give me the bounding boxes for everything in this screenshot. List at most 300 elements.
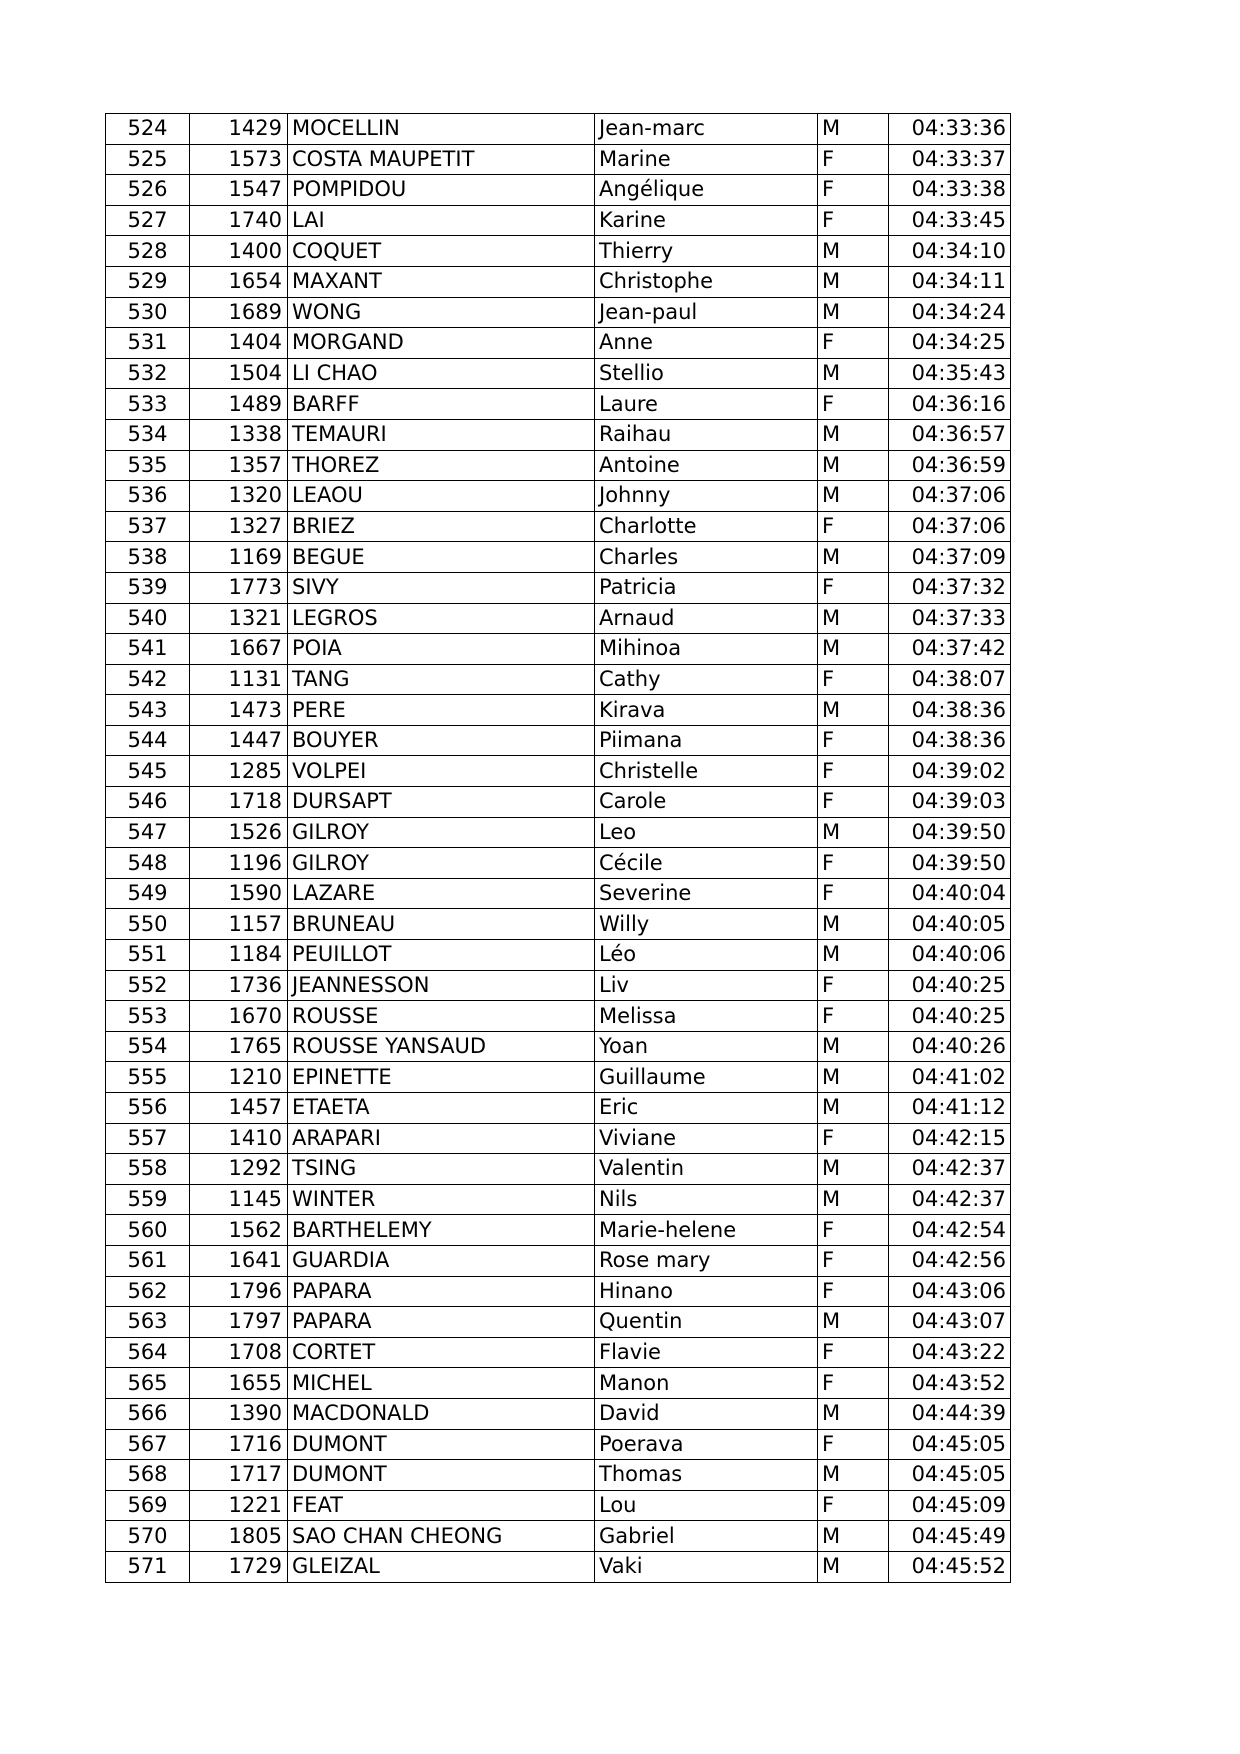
bib-number-cell: 1729: [190, 1551, 288, 1582]
first-name-cell: Jean-paul: [595, 297, 818, 328]
rank-cell: 531: [106, 328, 190, 359]
first-name-cell: Patricia: [595, 572, 818, 603]
last-name-cell: THOREZ: [288, 450, 595, 481]
rank-cell: 556: [106, 1093, 190, 1124]
table-row: [106, 1307, 1011, 1338]
first-name-cell: Liv: [595, 970, 818, 1001]
first-name-cell: Charles: [595, 542, 818, 573]
table-row: [106, 1429, 1011, 1460]
bib-number-cell: 1689: [190, 297, 288, 328]
last-name-cell: TANG: [288, 664, 595, 695]
last-name-cell: GUARDIA: [288, 1245, 595, 1276]
table-row: [106, 787, 1011, 818]
bib-number-cell: 1145: [190, 1184, 288, 1215]
sex-cell: F: [818, 389, 889, 420]
finish-time-cell: 04:38:36: [889, 695, 1011, 726]
sex-cell: F: [818, 572, 889, 603]
bib-number-cell: 1708: [190, 1337, 288, 1368]
last-name-cell: ETAETA: [288, 1093, 595, 1124]
sex-cell: F: [818, 1429, 889, 1460]
table-row: [106, 389, 1011, 420]
sex-cell: M: [818, 419, 889, 450]
rank-cell: 571: [106, 1551, 190, 1582]
first-name-cell: Severine: [595, 878, 818, 909]
last-name-cell: GILROY: [288, 848, 595, 879]
first-name-cell: Charlotte: [595, 511, 818, 542]
bib-number-cell: 1796: [190, 1276, 288, 1307]
table-row: [106, 297, 1011, 328]
sex-cell: M: [818, 450, 889, 481]
bib-number-cell: 1655: [190, 1368, 288, 1399]
bib-number-cell: 1131: [190, 664, 288, 695]
sex-cell: M: [818, 817, 889, 848]
rank-cell: 529: [106, 266, 190, 297]
table-row: [106, 1551, 1011, 1582]
rank-cell: 551: [106, 940, 190, 971]
sex-cell: M: [818, 1398, 889, 1429]
rank-cell: 535: [106, 450, 190, 481]
sex-cell: F: [818, 144, 889, 175]
rank-cell: 550: [106, 909, 190, 940]
sex-cell: F: [818, 1245, 889, 1276]
finish-time-cell: 04:43:22: [889, 1337, 1011, 1368]
first-name-cell: Cathy: [595, 664, 818, 695]
table-row: [106, 1245, 1011, 1276]
sex-cell: F: [818, 1001, 889, 1032]
rank-cell: 549: [106, 878, 190, 909]
last-name-cell: DUMONT: [288, 1460, 595, 1491]
rank-cell: 562: [106, 1276, 190, 1307]
first-name-cell: Rose mary: [595, 1245, 818, 1276]
first-name-cell: Poerava: [595, 1429, 818, 1460]
rank-cell: 526: [106, 175, 190, 206]
last-name-cell: MICHEL: [288, 1368, 595, 1399]
rank-cell: 566: [106, 1398, 190, 1429]
bib-number-cell: 1473: [190, 695, 288, 726]
bib-number-cell: 1489: [190, 389, 288, 420]
finish-time-cell: 04:38:07: [889, 664, 1011, 695]
first-name-cell: Hinano: [595, 1276, 818, 1307]
rank-cell: 552: [106, 970, 190, 1001]
sex-cell: F: [818, 878, 889, 909]
table-row: [106, 144, 1011, 175]
last-name-cell: BARTHELEMY: [288, 1215, 595, 1246]
first-name-cell: Christophe: [595, 266, 818, 297]
sex-cell: F: [818, 1490, 889, 1521]
first-name-cell: Angélique: [595, 175, 818, 206]
last-name-cell: ARAPARI: [288, 1123, 595, 1154]
first-name-cell: Quentin: [595, 1307, 818, 1338]
sex-cell: M: [818, 114, 889, 145]
bib-number-cell: 1765: [190, 1031, 288, 1062]
bib-number-cell: 1797: [190, 1307, 288, 1338]
last-name-cell: PERE: [288, 695, 595, 726]
finish-time-cell: 04:45:49: [889, 1521, 1011, 1552]
bib-number-cell: 1718: [190, 787, 288, 818]
bib-number-cell: 1641: [190, 1245, 288, 1276]
sex-cell: M: [818, 1460, 889, 1491]
bib-number-cell: 1429: [190, 114, 288, 145]
sex-cell: F: [818, 756, 889, 787]
table-row: [106, 970, 1011, 1001]
finish-time-cell: 04:40:06: [889, 940, 1011, 971]
bib-number-cell: 1338: [190, 419, 288, 450]
first-name-cell: Marie-helene: [595, 1215, 818, 1246]
last-name-cell: LEGROS: [288, 603, 595, 634]
finish-time-cell: 04:45:05: [889, 1460, 1011, 1491]
rank-cell: 563: [106, 1307, 190, 1338]
table-row: [106, 572, 1011, 603]
rank-cell: 544: [106, 725, 190, 756]
first-name-cell: Vaki: [595, 1551, 818, 1582]
bib-number-cell: 1667: [190, 634, 288, 665]
rank-cell: 536: [106, 481, 190, 512]
table-row: [106, 1337, 1011, 1368]
last-name-cell: BARFF: [288, 389, 595, 420]
last-name-cell: CORTET: [288, 1337, 595, 1368]
sex-cell: F: [818, 511, 889, 542]
first-name-cell: Arnaud: [595, 603, 818, 634]
table-row: [106, 940, 1011, 971]
rank-cell: 565: [106, 1368, 190, 1399]
first-name-cell: Mihinoa: [595, 634, 818, 665]
table-row: [106, 1062, 1011, 1093]
first-name-cell: Johnny: [595, 481, 818, 512]
rank-cell: 557: [106, 1123, 190, 1154]
finish-time-cell: 04:36:57: [889, 419, 1011, 450]
first-name-cell: Kirava: [595, 695, 818, 726]
table-row: [106, 1154, 1011, 1185]
sex-cell: M: [818, 1307, 889, 1338]
last-name-cell: TSING: [288, 1154, 595, 1185]
rank-cell: 540: [106, 603, 190, 634]
finish-time-cell: 04:35:43: [889, 358, 1011, 389]
first-name-cell: Manon: [595, 1368, 818, 1399]
finish-time-cell: 04:43:07: [889, 1307, 1011, 1338]
rank-cell: 558: [106, 1154, 190, 1185]
table-row: [106, 175, 1011, 206]
rank-cell: 524: [106, 114, 190, 145]
last-name-cell: MAXANT: [288, 266, 595, 297]
rank-cell: 560: [106, 1215, 190, 1246]
finish-time-cell: 04:34:10: [889, 236, 1011, 267]
sex-cell: M: [818, 358, 889, 389]
finish-time-cell: 04:45:52: [889, 1551, 1011, 1582]
bib-number-cell: 1404: [190, 328, 288, 359]
last-name-cell: ROUSSE YANSAUD: [288, 1031, 595, 1062]
first-name-cell: Stellio: [595, 358, 818, 389]
results-table: [105, 113, 1011, 1583]
bib-number-cell: 1292: [190, 1154, 288, 1185]
sex-cell: M: [818, 1521, 889, 1552]
first-name-cell: Thierry: [595, 236, 818, 267]
table-row: [106, 756, 1011, 787]
bib-number-cell: 1805: [190, 1521, 288, 1552]
rank-cell: 527: [106, 205, 190, 236]
finish-time-cell: 04:33:38: [889, 175, 1011, 206]
table-row: [106, 634, 1011, 665]
last-name-cell: MOCELLIN: [288, 114, 595, 145]
table-row: [106, 878, 1011, 909]
finish-time-cell: 04:33:45: [889, 205, 1011, 236]
bib-number-cell: 1562: [190, 1215, 288, 1246]
table-row: [106, 205, 1011, 236]
sex-cell: F: [818, 1276, 889, 1307]
first-name-cell: David: [595, 1398, 818, 1429]
finish-time-cell: 04:34:11: [889, 266, 1011, 297]
sex-cell: M: [818, 909, 889, 940]
last-name-cell: LI CHAO: [288, 358, 595, 389]
bib-number-cell: 1390: [190, 1398, 288, 1429]
last-name-cell: LAZARE: [288, 878, 595, 909]
sex-cell: M: [818, 1062, 889, 1093]
table-row: [106, 358, 1011, 389]
sex-cell: M: [818, 634, 889, 665]
table-row: [106, 909, 1011, 940]
finish-time-cell: 04:40:26: [889, 1031, 1011, 1062]
rank-cell: 555: [106, 1062, 190, 1093]
table-row: [106, 603, 1011, 634]
table-row: [106, 664, 1011, 695]
finish-time-cell: 04:37:09: [889, 542, 1011, 573]
sex-cell: F: [818, 1368, 889, 1399]
results-body: [106, 114, 1011, 1583]
sex-cell: M: [818, 695, 889, 726]
last-name-cell: DURSAPT: [288, 787, 595, 818]
rank-cell: 538: [106, 542, 190, 573]
finish-time-cell: 04:41:12: [889, 1093, 1011, 1124]
bib-number-cell: 1547: [190, 175, 288, 206]
first-name-cell: Leo: [595, 817, 818, 848]
finish-time-cell: 04:43:52: [889, 1368, 1011, 1399]
last-name-cell: MACDONALD: [288, 1398, 595, 1429]
sex-cell: M: [818, 266, 889, 297]
rank-cell: 559: [106, 1184, 190, 1215]
finish-time-cell: 04:42:37: [889, 1184, 1011, 1215]
first-name-cell: Carole: [595, 787, 818, 818]
rank-cell: 525: [106, 144, 190, 175]
sex-cell: M: [818, 481, 889, 512]
first-name-cell: Jean-marc: [595, 114, 818, 145]
finish-time-cell: 04:45:09: [889, 1490, 1011, 1521]
last-name-cell: BRUNEAU: [288, 909, 595, 940]
first-name-cell: Anne: [595, 328, 818, 359]
first-name-cell: Eric: [595, 1093, 818, 1124]
rank-cell: 542: [106, 664, 190, 695]
bib-number-cell: 1210: [190, 1062, 288, 1093]
sex-cell: M: [818, 1184, 889, 1215]
finish-time-cell: 04:34:25: [889, 328, 1011, 359]
finish-time-cell: 04:44:39: [889, 1398, 1011, 1429]
finish-time-cell: 04:40:25: [889, 970, 1011, 1001]
last-name-cell: TEMAURI: [288, 419, 595, 450]
first-name-cell: Nils: [595, 1184, 818, 1215]
sex-cell: M: [818, 542, 889, 573]
table-row: [106, 1093, 1011, 1124]
table-row: [106, 1123, 1011, 1154]
sex-cell: F: [818, 1337, 889, 1368]
last-name-cell: GILROY: [288, 817, 595, 848]
table-row: [106, 450, 1011, 481]
finish-time-cell: 04:43:06: [889, 1276, 1011, 1307]
first-name-cell: Willy: [595, 909, 818, 940]
bib-number-cell: 1285: [190, 756, 288, 787]
rank-cell: 546: [106, 787, 190, 818]
finish-time-cell: 04:42:54: [889, 1215, 1011, 1246]
first-name-cell: Antoine: [595, 450, 818, 481]
table-row: [106, 1398, 1011, 1429]
bib-number-cell: 1526: [190, 817, 288, 848]
finish-time-cell: 04:37:06: [889, 511, 1011, 542]
sex-cell: F: [818, 725, 889, 756]
table-row: [106, 1521, 1011, 1552]
table-row: [106, 542, 1011, 573]
bib-number-cell: 1320: [190, 481, 288, 512]
table-row: [106, 725, 1011, 756]
rank-cell: 568: [106, 1460, 190, 1491]
table-row: [106, 511, 1011, 542]
rank-cell: 537: [106, 511, 190, 542]
rank-cell: 553: [106, 1001, 190, 1032]
last-name-cell: PAPARA: [288, 1307, 595, 1338]
table-row: [106, 481, 1011, 512]
table-row: [106, 695, 1011, 726]
first-name-cell: Cécile: [595, 848, 818, 879]
bib-number-cell: 1590: [190, 878, 288, 909]
sex-cell: M: [818, 940, 889, 971]
table-row: [106, 1184, 1011, 1215]
first-name-cell: Raihau: [595, 419, 818, 450]
finish-time-cell: 04:39:03: [889, 787, 1011, 818]
table-row: [106, 1368, 1011, 1399]
finish-time-cell: 04:33:36: [889, 114, 1011, 145]
table-row: [106, 1001, 1011, 1032]
sex-cell: M: [818, 1031, 889, 1062]
sex-cell: F: [818, 970, 889, 1001]
finish-time-cell: 04:37:42: [889, 634, 1011, 665]
bib-number-cell: 1740: [190, 205, 288, 236]
last-name-cell: POMPIDOU: [288, 175, 595, 206]
sex-cell: F: [818, 1123, 889, 1154]
bib-number-cell: 1400: [190, 236, 288, 267]
first-name-cell: Christelle: [595, 756, 818, 787]
last-name-cell: COQUET: [288, 236, 595, 267]
finish-time-cell: 04:36:59: [889, 450, 1011, 481]
rank-cell: 532: [106, 358, 190, 389]
rank-cell: 569: [106, 1490, 190, 1521]
rank-cell: 570: [106, 1521, 190, 1552]
bib-number-cell: 1736: [190, 970, 288, 1001]
finish-time-cell: 04:39:50: [889, 817, 1011, 848]
last-name-cell: POIA: [288, 634, 595, 665]
sex-cell: M: [818, 236, 889, 267]
rank-cell: 545: [106, 756, 190, 787]
sex-cell: F: [818, 205, 889, 236]
bib-number-cell: 1196: [190, 848, 288, 879]
sex-cell: M: [818, 297, 889, 328]
first-name-cell: Léo: [595, 940, 818, 971]
finish-time-cell: 04:34:24: [889, 297, 1011, 328]
finish-time-cell: 04:38:36: [889, 725, 1011, 756]
last-name-cell: WINTER: [288, 1184, 595, 1215]
last-name-cell: EPINETTE: [288, 1062, 595, 1093]
last-name-cell: BRIEZ: [288, 511, 595, 542]
bib-number-cell: 1573: [190, 144, 288, 175]
first-name-cell: Thomas: [595, 1460, 818, 1491]
finish-time-cell: 04:45:05: [889, 1429, 1011, 1460]
finish-time-cell: 04:41:02: [889, 1062, 1011, 1093]
last-name-cell: BOUYER: [288, 725, 595, 756]
table-row: [106, 328, 1011, 359]
bib-number-cell: 1716: [190, 1429, 288, 1460]
bib-number-cell: 1504: [190, 358, 288, 389]
last-name-cell: WONG: [288, 297, 595, 328]
sex-cell: M: [818, 1154, 889, 1185]
finish-time-cell: 04:37:33: [889, 603, 1011, 634]
bib-number-cell: 1717: [190, 1460, 288, 1491]
first-name-cell: Flavie: [595, 1337, 818, 1368]
last-name-cell: FEAT: [288, 1490, 595, 1521]
bib-number-cell: 1447: [190, 725, 288, 756]
sex-cell: F: [818, 787, 889, 818]
last-name-cell: PAPARA: [288, 1276, 595, 1307]
finish-time-cell: 04:33:37: [889, 144, 1011, 175]
sex-cell: F: [818, 175, 889, 206]
first-name-cell: Melissa: [595, 1001, 818, 1032]
table-row: [106, 817, 1011, 848]
bib-number-cell: 1654: [190, 266, 288, 297]
table-row: [106, 1460, 1011, 1491]
last-name-cell: VOLPEI: [288, 756, 595, 787]
last-name-cell: ROUSSE: [288, 1001, 595, 1032]
bib-number-cell: 1773: [190, 572, 288, 603]
table-row: [106, 848, 1011, 879]
rank-cell: 564: [106, 1337, 190, 1368]
rank-cell: 554: [106, 1031, 190, 1062]
finish-time-cell: 04:42:56: [889, 1245, 1011, 1276]
bib-number-cell: 1221: [190, 1490, 288, 1521]
table-row: [106, 1490, 1011, 1521]
bib-number-cell: 1410: [190, 1123, 288, 1154]
finish-time-cell: 04:39:02: [889, 756, 1011, 787]
last-name-cell: PEUILLOT: [288, 940, 595, 971]
rank-cell: 548: [106, 848, 190, 879]
sex-cell: M: [818, 1551, 889, 1582]
bib-number-cell: 1327: [190, 511, 288, 542]
table-row: [106, 236, 1011, 267]
last-name-cell: JEANNESSON: [288, 970, 595, 1001]
bib-number-cell: 1670: [190, 1001, 288, 1032]
sex-cell: F: [818, 1215, 889, 1246]
first-name-cell: Lou: [595, 1490, 818, 1521]
rank-cell: 534: [106, 419, 190, 450]
sex-cell: F: [818, 328, 889, 359]
sex-cell: M: [818, 603, 889, 634]
last-name-cell: LEAOU: [288, 481, 595, 512]
first-name-cell: Viviane: [595, 1123, 818, 1154]
first-name-cell: Karine: [595, 205, 818, 236]
first-name-cell: Marine: [595, 144, 818, 175]
finish-time-cell: 04:40:04: [889, 878, 1011, 909]
rank-cell: 541: [106, 634, 190, 665]
finish-time-cell: 04:40:25: [889, 1001, 1011, 1032]
last-name-cell: COSTA MAUPETIT: [288, 144, 595, 175]
first-name-cell: Guillaume: [595, 1062, 818, 1093]
finish-time-cell: 04:37:06: [889, 481, 1011, 512]
bib-number-cell: 1321: [190, 603, 288, 634]
rank-cell: 567: [106, 1429, 190, 1460]
first-name-cell: Piimana: [595, 725, 818, 756]
